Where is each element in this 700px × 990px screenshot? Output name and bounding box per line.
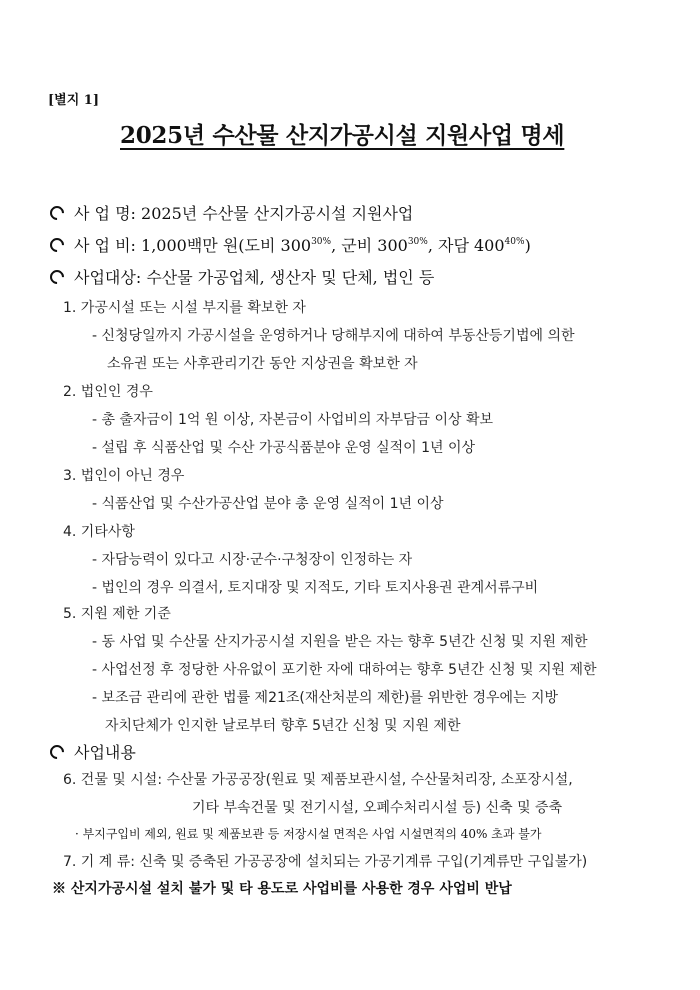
eligibility-item: - 식품산업 및 수산가공산업 분야 총 운영 실적이 1년 이상 — [92, 496, 444, 512]
annex-label: [별지 1] — [48, 93, 99, 108]
eligibility-heading-4: 4. 기타사항 — [63, 524, 135, 540]
eligibility-heading-1: 1. 가공시설 또는 시설 부지를 확보한 자 — [63, 300, 306, 316]
eligibility-heading-3: 3. 법인이 아닌 경우 — [63, 468, 185, 484]
circle-bullet-icon — [47, 267, 67, 287]
eligibility-item: - 총 출자금이 1억 원 이상, 자본금이 사업비의 자부담금 이상 확보 — [92, 412, 494, 428]
page-title: 2025년 수산물 산지가공시설 지원사업 명세 — [120, 122, 565, 149]
content-item-6: 6. 건물 및 시설: 수산물 가공공장(원료 및 제품보관시설, 수산물처리장, 소포장시설, — [63, 772, 573, 788]
eligibility-item: 자치단체가 인지한 날로부터 향후 5년간 신청 및 지원 제한 — [105, 718, 461, 734]
summary-project-budget: 사 업 비: 1,000백만 원(도비 $300^{30\%}$, 군비 $300^{30\%}$, 자담 $400^{40\%}$) — [50, 233, 531, 256]
eligibility-item: - 동 사업 및 수산물 산지가공시설 지원을 받은 자는 향후 5년간 신청 및 지원 제한 — [92, 634, 588, 650]
eligibility-item: - 신청당일까지 가공시설을 운영하거나 당해부지에 대하여 부동산등기법에 의한 — [92, 328, 575, 344]
eligibility-item: - 법인의 경우 의결서, 토지대장 및 지적도, 기타 토지사용권 관계서류구비 — [92, 580, 539, 596]
summary-project-name: 사 업 명: 2025년 수산물 산지가공시설 지원사업 — [50, 201, 413, 224]
content-section-heading: 사업내용 — [50, 740, 136, 763]
footnote: ※ 산지가공시설 설치 불가 및 타 용도로 사업비를 사용한 경우 사업비 반납 — [52, 881, 512, 897]
circle-bullet-icon — [47, 203, 67, 223]
eligibility-item: - 보조금 관리에 관한 법률 제21조(재산처분의 제한)를 위반한 경우에는 지방 — [92, 690, 559, 706]
eligibility-item: 소유권 또는 사후관리기간 동안 지상권을 확보한 자 — [107, 356, 418, 372]
content-item-6-note: · 부지구입비 제외, 원료 및 제품보관 등 저장시설 면적은 사업 시설면적의 40% 초과 불가 — [75, 827, 542, 841]
content-item-6-cont: 기타 부속건물 및 전기시설, 오폐수처리시설 등) 신축 및 증축 — [192, 800, 563, 816]
eligibility-item: - 사업선정 후 정당한 사유없이 포기한 자에 대하여는 향후 5년간 신청 및 지원 제한 — [92, 662, 597, 678]
content-item-7: 7. 기 계 류: 신축 및 증축된 가공공장에 설치되는 가공기계류 구입(기계류만 구입불가) — [63, 854, 588, 870]
circle-bullet-icon — [47, 742, 67, 762]
summary-project-target: 사업대상: 수산물 가공업체, 생산자 및 단체, 법인 등 — [50, 265, 434, 288]
eligibility-item: - 설립 후 식품산업 및 수산 가공식품분야 운영 실적이 1년 이상 — [92, 440, 476, 456]
circle-bullet-icon — [47, 235, 67, 255]
eligibility-heading-5: 5. 지원 제한 기준 — [63, 606, 171, 622]
eligibility-heading-2: 2. 법인인 경우 — [63, 384, 153, 400]
eligibility-item: - 자담능력이 있다고 시장·군수·구청장이 인정하는 자 — [92, 552, 413, 568]
